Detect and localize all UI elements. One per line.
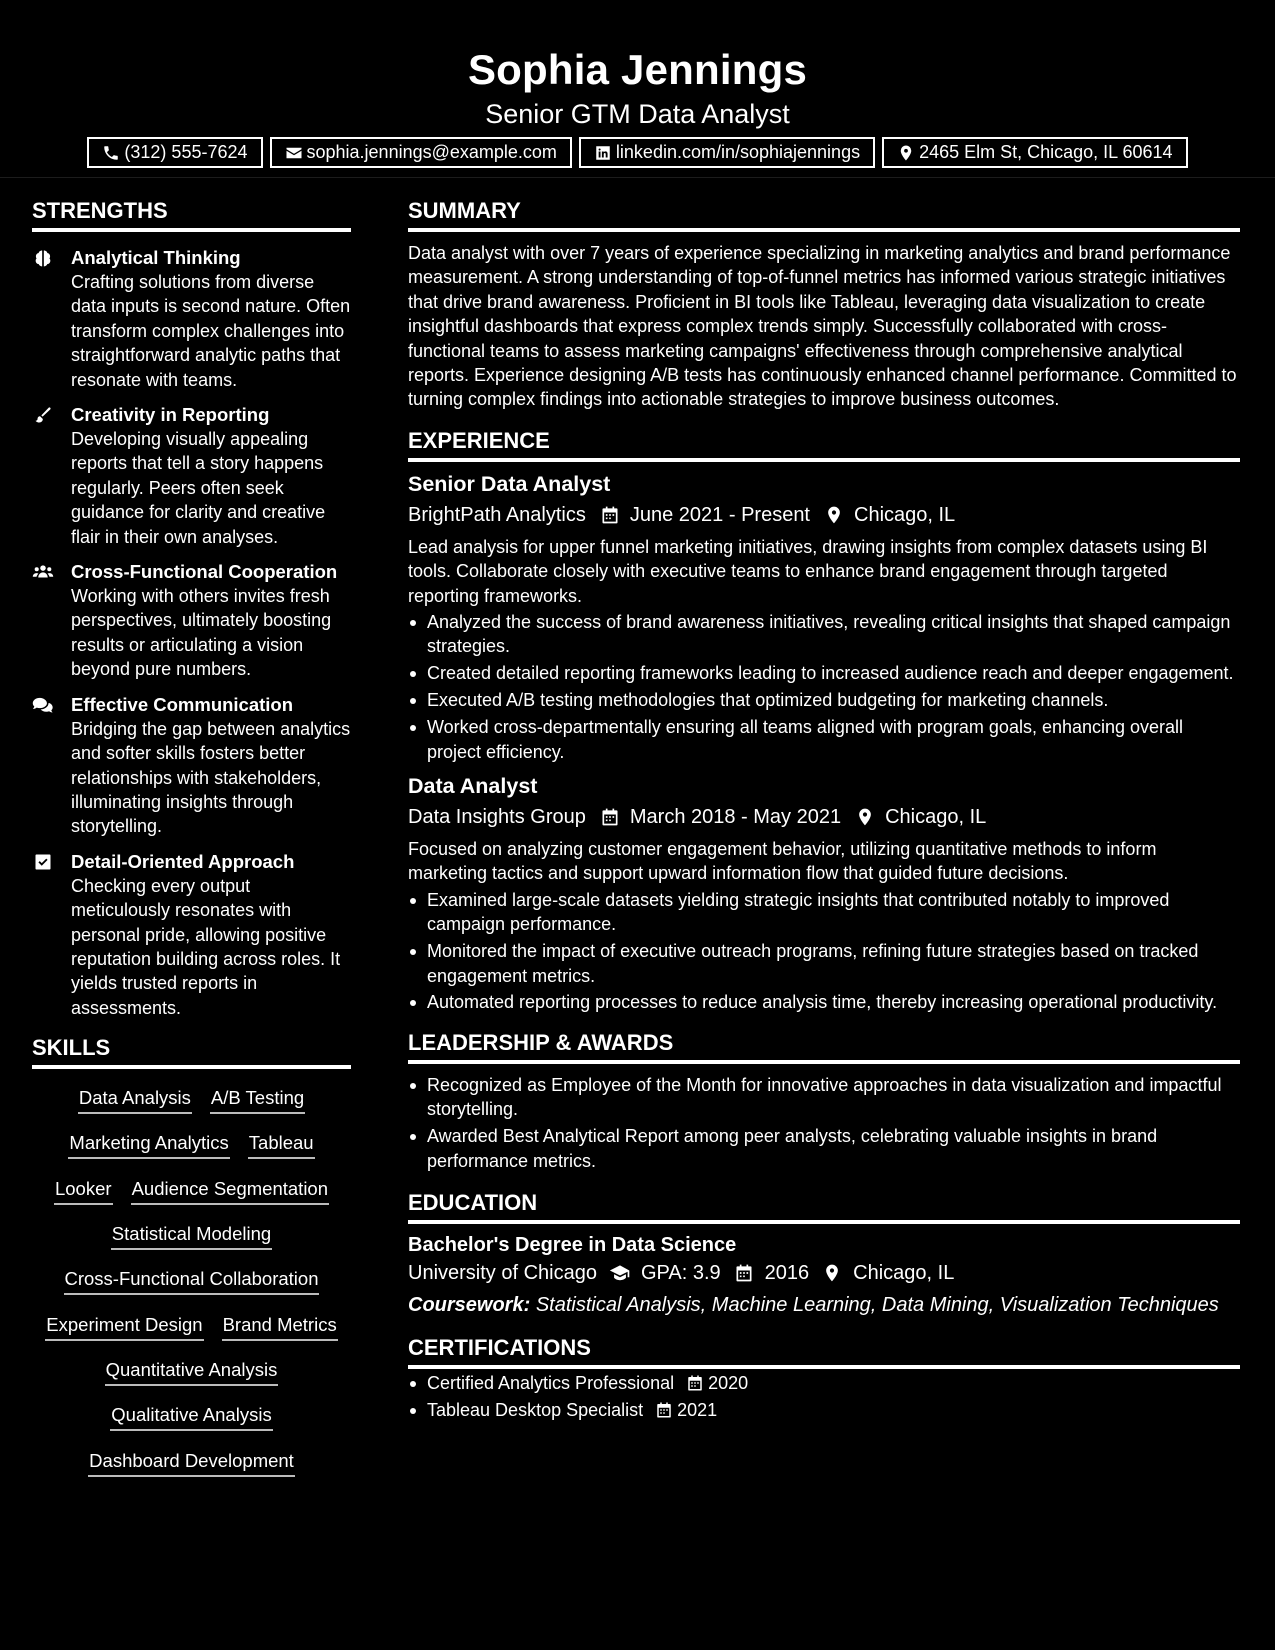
right-column <box>408 197 1240 1425</box>
list-item: Awarded Best Analytical Report among peer analysts, celebrating valuable insights in brand performance metrics. <box>408 1124 1240 1173</box>
graduation-cap-icon <box>609 1263 631 1283</box>
strength-description: Checking every output meticulously resonates with personal pride, allowing positive reputation building across roles. It yields trusted reports in assessments. <box>71 875 341 1018</box>
skill-tag: Marketing Analytics <box>68 1130 229 1159</box>
strength-description: Working with others invites fresh perspectives, ultimately boosting results or articulating a vision beyond pure numbers. <box>71 586 332 680</box>
skill-tag: Looker <box>54 1176 113 1205</box>
skill-tag: Brand Metrics <box>222 1312 338 1341</box>
calendar-icon <box>655 1401 673 1419</box>
brain-icon <box>32 248 54 268</box>
calendar-icon <box>733 1263 755 1283</box>
list-item: Created detailed reporting frameworks leading to increased audience reach and deeper engagement. <box>408 661 1240 685</box>
list-item: Executed A/B testing methodologies that optimized budgeting for marketing channels. <box>408 688 1240 712</box>
strength-title: Effective Communication <box>71 693 294 715</box>
candidate-name: Sophia Jennings <box>467 46 808 93</box>
job-location: Chicago, IL <box>885 806 987 828</box>
contact-email-text: sophia.jennings@example.com <box>306 142 557 162</box>
email-icon <box>285 144 303 162</box>
location-icon <box>855 807 875 827</box>
skill-tag: Experiment Design <box>45 1312 203 1341</box>
job-title: Senior Data Analyst <box>408 471 611 496</box>
job-title: Data Analyst <box>408 774 538 798</box>
location-icon <box>821 1263 843 1283</box>
paintbrush-icon <box>32 405 54 425</box>
certification-year: 2020 <box>708 1372 749 1393</box>
job-description: Lead analysis for upper funnel marketing initiatives, drawing insights from complex datasets using BI tools. Collaborate closely with executive teams to enhance brand engagement through targeted reporting frameworks. <box>408 536 1208 606</box>
list-item: Examined large-scale datasets yielding strategic insights that contributed notably to improved campaign performance. <box>408 888 1240 937</box>
certifications-list <box>408 1371 1240 1422</box>
comments-icon <box>32 695 54 715</box>
graduation-year: 2016 <box>764 1261 810 1284</box>
education-heading: EDUCATION <box>408 1189 1240 1224</box>
leadership-heading: LEADERSHIP & AWARDS <box>408 1029 1240 1064</box>
candidate-title: Senior GTM Data Analyst <box>485 99 790 129</box>
degree-title: Bachelor's Degree in Data Science <box>408 1233 737 1256</box>
education-meta <box>408 1258 1240 1288</box>
strength-description: Crafting solutions from diverse data inputs is second nature. Often transform complex challenges into straightforward analytic paths that resonate with teams. <box>71 272 351 390</box>
strength-item <box>32 693 351 839</box>
coursework-list: Statistical Analysis, Machine Learning, Data Mining, Visualization Techniques <box>535 1293 1219 1316</box>
skill-tag: Dashboard Development <box>88 1448 295 1477</box>
location-icon <box>897 144 915 162</box>
strength-title: Cross-Functional Cooperation <box>71 561 338 583</box>
list-item: Worked cross-departmentally ensuring all teams aligned with program goals, enhancing overall project efficiency. <box>408 715 1240 764</box>
job-meta <box>408 802 1240 832</box>
contact-bar <box>0 137 1275 168</box>
coursework-label: Coursework: <box>408 1293 531 1316</box>
job-meta <box>408 500 1240 530</box>
skill-tag: Quantitative Analysis <box>105 1357 279 1386</box>
school-name: University of Chicago <box>408 1261 597 1284</box>
job-dates: March 2018 - May 2021 <box>629 806 842 828</box>
certification-name: Certified Analytics Professional <box>427 1372 675 1393</box>
job-description: Focused on analyzing customer engagement behavior, utilizing quantitative methods to inform marketing tactics and support upward information flow that guided future decisions. <box>408 839 1157 884</box>
strength-title: Detail-Oriented Approach <box>71 850 295 872</box>
experience-heading: EXPERIENCE <box>408 427 1240 462</box>
contact-linkedin[interactable] <box>579 137 875 168</box>
skill-tag: Tableau <box>248 1130 315 1159</box>
skill-tag: A/B Testing <box>210 1085 305 1114</box>
school-location: Chicago, IL <box>853 1261 955 1284</box>
contact-phone-text: (312) 555-7624 <box>124 142 248 162</box>
job-location: Chicago, IL <box>854 503 956 526</box>
check-square-icon <box>32 852 54 872</box>
strength-title: Creativity in Reporting <box>71 404 270 426</box>
list-item: Automated reporting processes to reduce analysis time, thereby increasing operational productivity. <box>408 990 1240 1014</box>
calendar-icon <box>600 807 620 827</box>
left-column <box>32 197 351 1487</box>
job-dates: June 2021 - Present <box>629 503 810 526</box>
strength-description: Bridging the gap between analytics and softer skills fosters better relationships with stakeholders, illuminating insights through storytelling. <box>71 718 351 837</box>
contact-address-text: 2465 Elm St, Chicago, IL 60614 <box>919 142 1173 162</box>
contact-address <box>882 137 1188 168</box>
strength-item <box>32 850 351 1020</box>
strengths-heading: STRENGTHS <box>32 197 351 232</box>
list-item: Monitored the impact of executive outreach programs, refining future strategies based on tracked engagement metrics. <box>408 939 1240 988</box>
linkedin-icon <box>594 144 612 162</box>
leadership-list <box>408 1073 1240 1173</box>
skill-tag: Audience Segmentation <box>131 1176 329 1205</box>
skills-list <box>32 1079 351 1487</box>
job-bullets <box>408 610 1240 764</box>
list-item: Recognized as Employee of the Month for innovative approaches in data visualization and impactful storytelling. <box>408 1073 1240 1122</box>
skills-heading: SKILLS <box>32 1034 351 1069</box>
users-icon <box>32 562 54 582</box>
resume-header <box>0 0 1275 178</box>
job-entry <box>408 470 1240 764</box>
list-item <box>408 1398 1240 1422</box>
coursework <box>408 1290 1240 1320</box>
summary-heading: SUMMARY <box>408 197 1240 232</box>
contact-phone <box>87 137 262 168</box>
strengths-list <box>32 246 351 1020</box>
job-company: Data Insights Group <box>408 806 586 828</box>
strength-item <box>32 560 351 682</box>
strength-description: Developing visually appealing reports that tell a story happens regularly. Peers often seek guidance for clarity and creative flair in their own analyses. <box>71 429 326 547</box>
job-bullets <box>408 888 1240 1015</box>
phone-icon <box>102 144 120 162</box>
skill-tag: Cross-Functional Collaboration <box>64 1266 320 1295</box>
list-item <box>408 1371 1240 1395</box>
strength-item <box>32 246 351 392</box>
job-entry <box>408 772 1240 1015</box>
strength-title: Analytical Thinking <box>71 247 241 268</box>
contact-linkedin-text: linkedin.com/in/sophiajennings <box>615 142 861 162</box>
strength-item <box>32 403 351 549</box>
certification-year: 2021 <box>677 1399 718 1420</box>
location-icon <box>824 505 844 525</box>
calendar-icon <box>686 1374 704 1392</box>
job-company: BrightPath Analytics <box>408 503 586 526</box>
summary-text: Data analyst with over 7 years of experience specializing in marketing analytics and brand performance measurement. A strong understanding of top-of-funnel metrics has informed various strategic initiatives that drive brand awareness. Proficient in BI tools like Tableau, leveraging data visualization to create insightful dashboards that express complex trends simply. Successfully collaborated with cross-functional teams to assess marketing campaigns' effectiveness through comprehensive analytical reports. Experience designing A/B tests has continuously enhanced channel performance. Committed to turning complex findings into actionable strategies to improve business outcomes. <box>408 243 1237 410</box>
calendar-icon <box>600 505 620 525</box>
skill-tag: Qualitative Analysis <box>110 1402 272 1431</box>
skill-tag: Statistical Modeling <box>111 1221 272 1250</box>
skill-tag: Data Analysis <box>78 1085 192 1114</box>
gpa: GPA: 3.9 <box>640 1261 721 1284</box>
certification-name: Tableau Desktop Specialist <box>427 1399 644 1420</box>
contact-email[interactable] <box>270 137 572 168</box>
list-item: Analyzed the success of brand awareness initiatives, revealing critical insights that shaped campaign strategies. <box>408 610 1240 659</box>
certifications-heading: CERTIFICATIONS <box>408 1334 1240 1369</box>
